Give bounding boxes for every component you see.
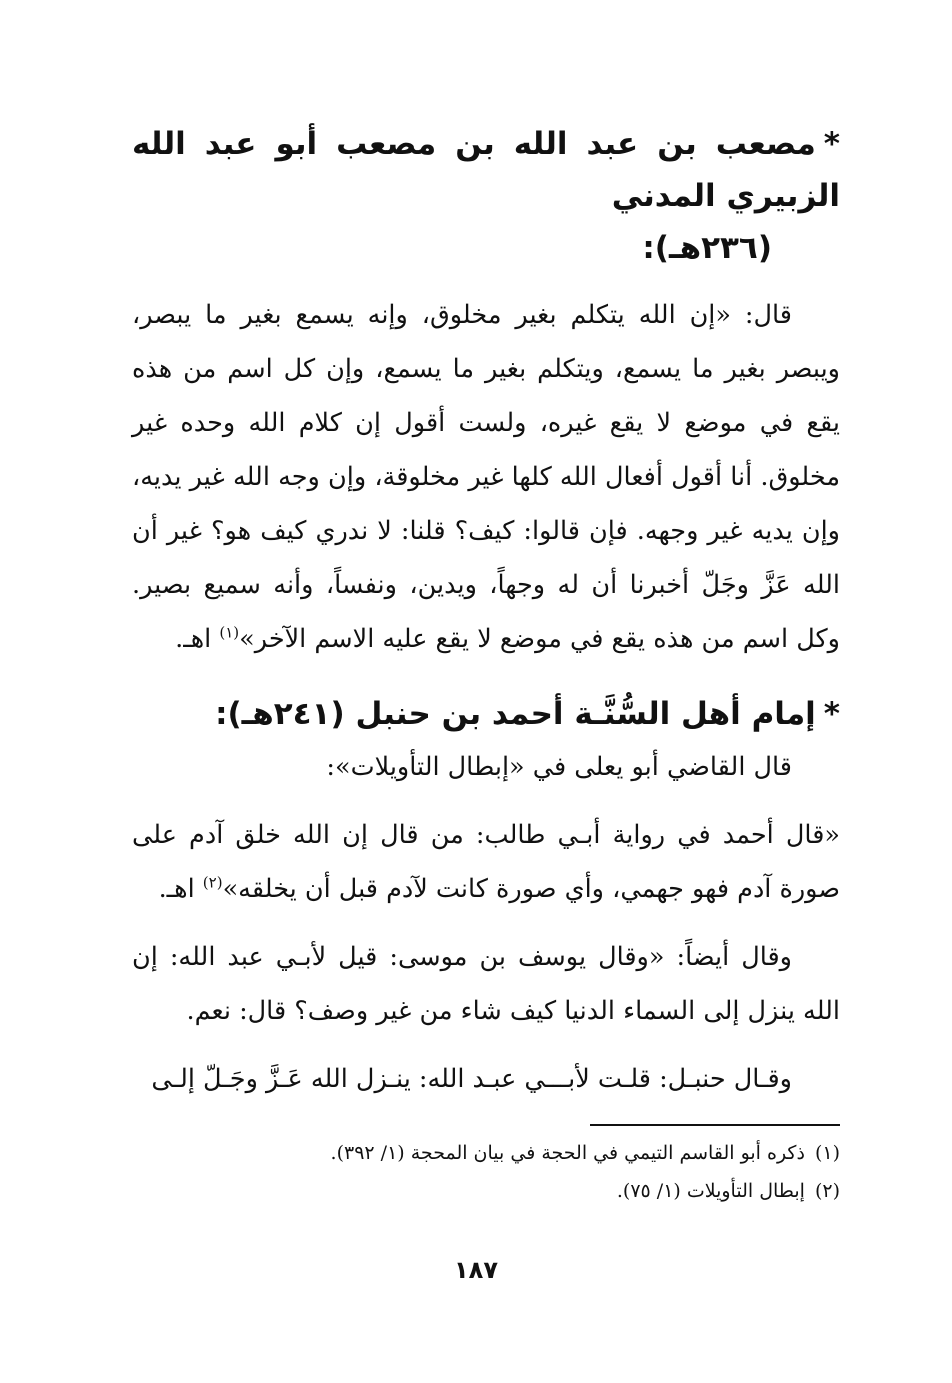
section2-intro: قال القاضي أبو يعلى في «إبطال التأويلات»: [326,752,792,782]
heading-star: * [823,126,840,162]
page-number: ١٨٧ [454,1256,498,1284]
quote-end: اهـ. [175,624,220,654]
footnote-number: (١) [814,1142,840,1164]
footnotes [132,1134,840,1210]
section2-quote1 [132,808,840,916]
footnote-ref-2: (٢) [202,873,223,892]
section2-quote2: وقال أيضاً: «وقال يوسف بن موسى: قيل لأبـي عبد الله: إن الله ينزل إلى السماء الدنيا كيف شاء من غير وصف؟ قال: نعم. [132,942,840,1026]
footnote-ref-1: (١) [219,623,240,642]
section1-heading [132,118,840,222]
heading-date: (٢٣٦هـ): [642,230,772,266]
heading-line1: مصعب بن عبد الله بن مصعب أبو عبد الله الزبيري المدني [132,126,840,214]
footnote-number: (٢) [814,1180,840,1202]
footnote-2 [132,1172,840,1210]
section2-heading [132,688,840,740]
footnote-text: إبطال التأويلات (١/ ٧٥). [616,1180,805,1202]
page-body [132,118,840,1106]
quote-end: اهـ. [158,874,203,904]
footnote-divider [590,1124,840,1126]
footnote-text: ذكره أبو القاسم التيمي في الحجة في بيان المحجة (١/ ٣٩٢). [330,1142,805,1164]
footnote-1 [132,1134,840,1172]
quote-text: «قال أحمد في رواية أبـي طالب: من قال إن الله خلق آدم على صورة آدم فهو جهمي، وأي صورة كانت لآدم قبل أن يخلقه» [132,820,840,904]
heading-text: إمام أهل السُّنَّـة أحمد بن حنبل (٢٤١هـ): [215,696,816,732]
section1-paragraph [132,288,840,666]
quote-text: قال: «إن الله يتكلم بغير مخلوق، وإنه يسمع بغير ما يبصر، ويبصر بغير ما يسمع، ويتكلم بغير ما يسمع، وإن كل اسم من هذه يقع في موضع لا يقع غيره، ولست أقول إن كلام الله وحده غير مخلوق. أنا أقول أفعال الله كلها غير مخلوقة، وإن وجه الله غير يديه، وإن يديه غير وجهه. فإن قالوا: كيف؟ قلنا: لا ندري كيف هو؟ غير أن الله عَزَّ وجَلّ أخبرنا أن له وجهاً، ويدين، ونفساً، وأنه سميع بصير. وكل اسم من هذه يقع في موضع لا يقع عليه الاسم الآخر» [132,300,840,654]
section2-quote3: وقـال حنبـل: قلـت لأبـــي عبـد الله: ينـزل الله عَـزَّ وجَـلّ إلـى [151,1064,792,1094]
heading-star: * [823,696,840,732]
